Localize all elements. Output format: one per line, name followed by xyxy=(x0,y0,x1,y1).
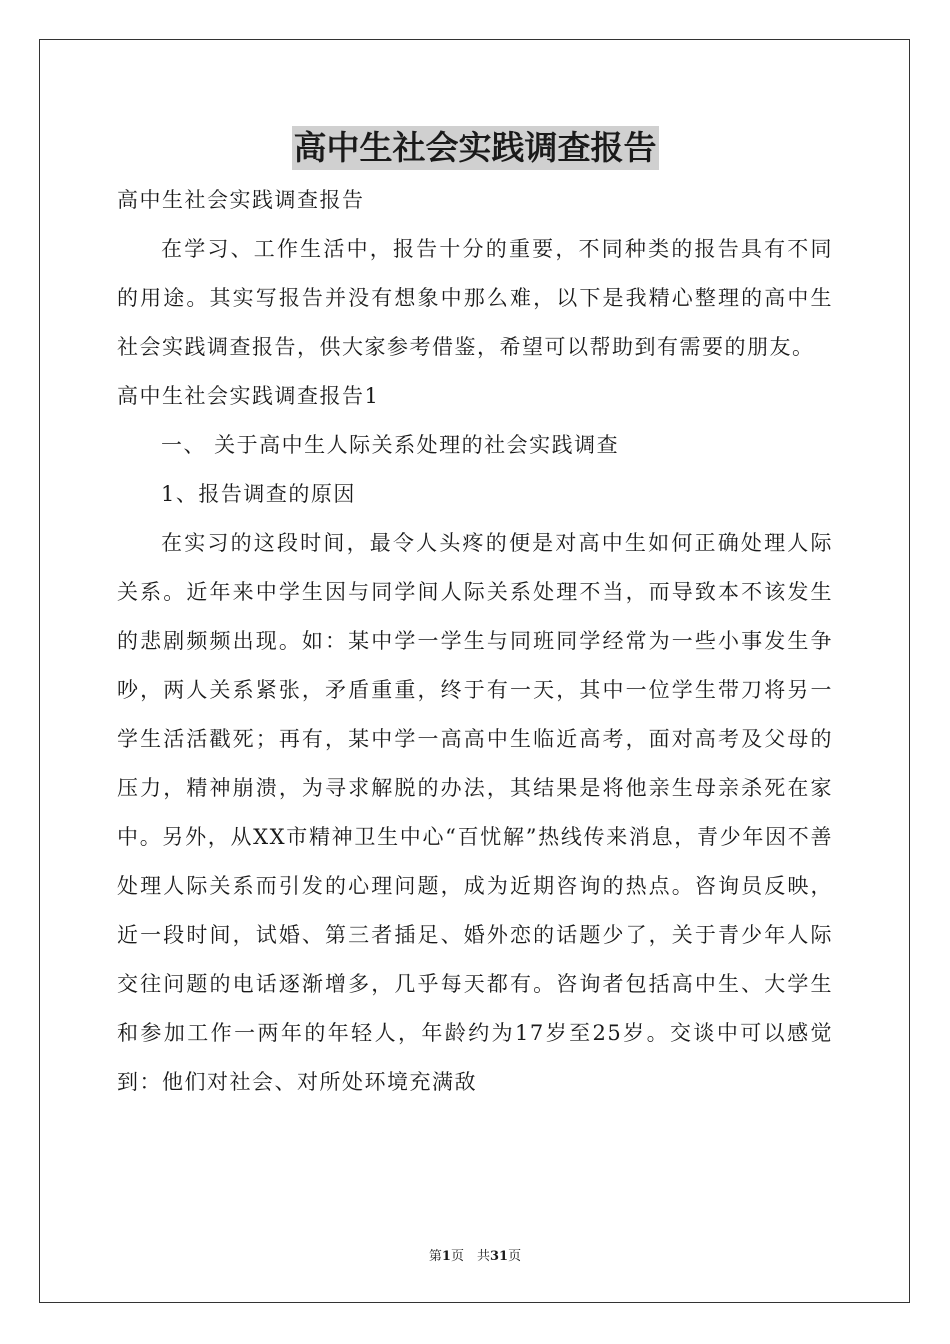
document-title: 高中生社会实践调查报告 xyxy=(292,126,659,170)
footer-page-suffix: 页 xyxy=(508,1249,522,1264)
document-title-container xyxy=(0,126,950,170)
footer-page-mid: 页 共 xyxy=(450,1249,490,1264)
paragraph-subsection-heading: 1、报告调查的原因 xyxy=(161,482,356,506)
document-body xyxy=(117,176,833,1107)
paragraph-subtitle: 高中生社会实践调查报告 xyxy=(117,188,365,212)
footer-page-current: 1 xyxy=(441,1249,451,1264)
paragraph-chapter-heading: 一、 关于高中生人际关系处理的社会实践调查 xyxy=(161,433,620,457)
paragraph-intro: 在学习、工作生活中，报告十分的重要，不同种类的报告具有不同的用途。其实写报告并没有想象中那么难，以下是我精心整理的高中生社会实践调查报告，供大家参考借鉴，希望可以帮助到有需要的朋友。 xyxy=(117,237,833,359)
page-footer xyxy=(0,1248,950,1266)
paragraph-body: 在实习的这段时间，最令人头疼的便是对高中生如何正确处理人际关系。近年来中学生因与同学间人际关系处理不当，而导致本不该发生的悲剧频频出现。如：某中学一学生与同班同学经常为一些小事发生争吵，两人关系紧张，矛盾重重，终于有一天，其中一位学生带刀将另一学生活活戳死；再有，某中学一高高中生临近高考，面对高考及父母的压力，精神崩溃，为寻求解脱的办法，其结果是将他亲生母亲杀死在家中。另外，从XX市精神卫生中心“百忧解”热线传来消息，青少年因不善处理人际关系而引发的心理问题，成为近期咨询的热点。咨询员反映，近一段时间，试婚、第三者插足、婚外恋的话题少了，关于青少年人际交往问题的电话逐渐增多，几乎每天都有。咨询者包括高中生、大学生和参加工作一两年的年轻人，年龄约为17岁至25岁。交谈中可以感觉到：他们对社会、对所处环境充满敌 xyxy=(117,531,833,1094)
footer-page-prefix: 第 xyxy=(428,1249,442,1264)
footer-page-total: 31 xyxy=(489,1249,509,1264)
paragraph-section-heading: 高中生社会实践调查报告1 xyxy=(117,384,380,408)
